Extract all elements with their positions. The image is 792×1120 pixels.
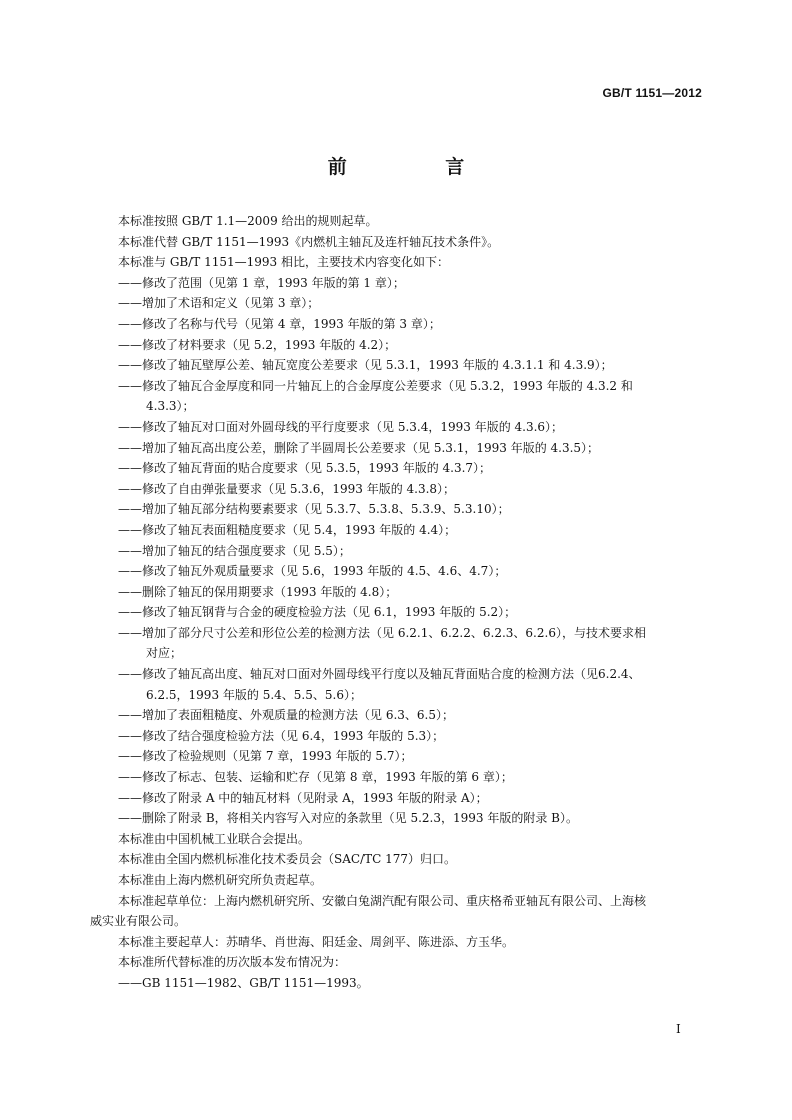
body-text — [90, 211, 706, 994]
list-item-continuation: 对应； — [146, 646, 183, 661]
text-line: 本标准与 GB/T 1151—1993 相比，主要技术内容变化如下： — [118, 255, 449, 270]
list-item: ——修改了轴瓦合金厚度和同一片轴瓦上的合金厚度公差要求（见 5.3.2，1993 年版的 4.3.2 和 — [118, 378, 633, 393]
page-title: 前 言 — [327, 156, 511, 178]
list-item: ——修改了范围（见第 1 章，1993 年版的第 1 章）； — [118, 275, 405, 290]
list-item: ——增加了部分尺寸公差和形位公差的检测方法（见 6.2.1、6.2.2、6.2.3、6.2.6），与技术要求相 — [118, 625, 646, 640]
list-item: ——修改了标志、包装、运输和贮存（见第 8 章，1993 年版的第 6 章）； — [118, 770, 513, 785]
list-item: ——GB 1151—1982、GB/T 1151—1993。 — [118, 975, 369, 990]
text-line: 本标准起草单位：上海内燃机研究所、安徽白兔湖汽配有限公司、重庆格希亚轴瓦有限公司、上海核 — [118, 893, 647, 908]
page-number: I — [676, 1022, 681, 1036]
text-line: 本标准所代替标准的历次版本发布情况为： — [118, 955, 347, 970]
text-line: 本标准由全国内燃机标准化技术委员会（SAC/TC 177）归口。 — [118, 852, 457, 867]
list-item: ——修改了轴瓦外观质量要求（见 5.6，1993 年版的 4.5、4.6、4.7）； — [118, 564, 507, 579]
list-item: ——删除了附录 B，将相关内容写入对应的条款里（见 5.2.3，1993 年版的附录 B）。 — [118, 811, 578, 826]
list-item: ——修改了轴瓦表面粗糙度要求（见 5.4，1993 年版的 4.4）； — [118, 522, 457, 537]
text-line: 本标准按照 GB/T 1.1—2009 给出的规则起草。 — [118, 214, 378, 228]
list-item: ——修改了附录 A 中的轴瓦材料（见附录 A，1993 年版的附录 A）； — [118, 790, 488, 805]
list-item: ——增加了轴瓦高出度公差，删除了半圆周长公差要求（见 5.3.1，1993 年版的 4.3.5）； — [118, 440, 600, 455]
text-line-continuation: 威实业有限公司。 — [90, 914, 187, 929]
list-item: ——修改了轴瓦高出度、轴瓦对口面对外圆母线平行度以及轴瓦背面贴合度的检测方法（见6.2.4、 — [118, 667, 641, 682]
list-item: ——修改了检验规则（见第 7 章，1993 年版的 5.7）； — [118, 749, 413, 764]
list-item: ——增加了表面粗糙度、外观质量的检测方法（见 6.3、6.5）； — [118, 708, 454, 723]
text-line: 本标准主要起草人：苏晴华、肖世海、阳廷金、周剑平、陈进添、方玉华。 — [118, 934, 515, 949]
list-item: ——增加了术语和定义（见第 3 章）； — [118, 296, 320, 311]
list-item-continuation: 4.3.3）； — [146, 399, 195, 414]
list-item: ——增加了轴瓦的结合强度要求（见 5.5）； — [118, 543, 351, 558]
list-item-continuation: 6.2.5，1993 年版的 5.4、5.5、5.6）； — [146, 687, 362, 702]
list-item: ——修改了结合强度检验方法（见 6.4，1993 年版的 5.3）； — [118, 728, 445, 743]
document-code: GB/T 1151—2012 — [602, 86, 702, 100]
list-item: ——删除了轴瓦的保用期要求（1993 年版的 4.8）； — [118, 584, 398, 599]
list-item: ——修改了轴瓦钢背与合金的硬度检验方法（见 6.1，1993 年版的 5.2）； — [118, 605, 517, 620]
text-line: 本标准由中国机械工业联合会提出。 — [118, 831, 311, 846]
list-item: ——修改了自由弹张量要求（见 5.3.6，1993 年版的 4.3.8）； — [118, 481, 456, 496]
list-item: ——修改了轴瓦壁厚公差、轴瓦宽度公差要求（见 5.3.1，1993 年版的 4.3.1.1 和 4.3.9）； — [118, 358, 613, 373]
text-line: 本标准由上海内燃机研究所负责起草。 — [118, 873, 323, 887]
list-item: ——修改了轴瓦对口面对外圆母线的平行度要求（见 5.3.4，1993 年版的 4.3.6）； — [118, 419, 564, 434]
text-line: 本标准代替 GB/T 1151—1993《内燃机主轴瓦及连杆轴瓦技术条件》。 — [118, 234, 500, 249]
list-item: ——修改了轴瓦背面的贴合度要求（见 5.3.5，1993 年版的 4.3.7）； — [118, 461, 492, 476]
list-item: ——修改了材料要求（见 5.2，1993 年版的 4.2）； — [118, 337, 397, 352]
list-item: ——修改了名称与代号（见第 4 章，1993 年版的第 3 章）； — [118, 316, 441, 331]
list-item: ——增加了轴瓦部分结构要素要求（见 5.3.7、5.3.8、5.3.9、5.3.10）； — [118, 502, 510, 517]
